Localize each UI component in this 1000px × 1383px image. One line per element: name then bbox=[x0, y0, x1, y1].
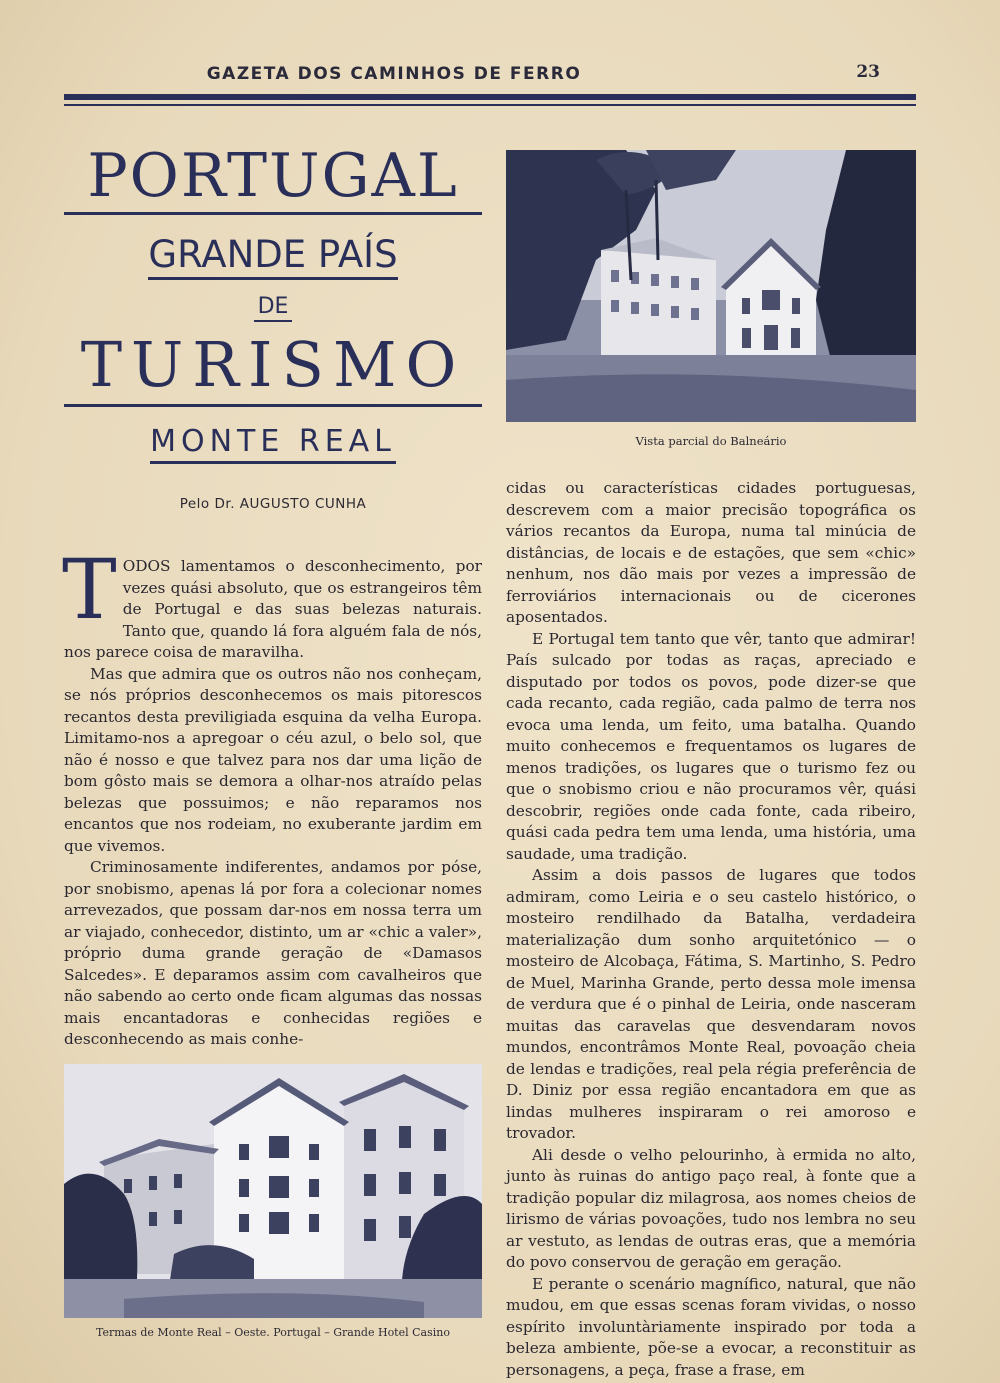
publication-title: GAZETA DOS CAMINHOS DE FERRO bbox=[206, 64, 582, 84]
paragraph: E Portugal tem tanto que vêr, tanto que admirar! País sulcado por todas as raças, apreciado e disputado por todos os povos, pode dizer-se que cada recanto, cada região, cada palmo de terra nos evoca uma lenda, um feito, uma batalha. Quando muito conhecemos e frequentamos os lugares de menos tradições, os lugares que o turismo fez ou que o snobismo criou e não procuramos vêr, quási descobrir, regiões onde cada fonte, cada ribeiro, quási cada pedra tem uma lenda, uma história, uma saudade, uma tradição. bbox=[506, 629, 916, 863]
photo-caption-bottom: Termas de Monte Real – Oeste. Portugal – Grande Hotel Casino bbox=[96, 1326, 450, 1339]
paragraph: cidas ou características cidades portuguesas, descrevem com a maior precisão topográfica os vários recantos da Europa, numa tal minúcia de distâncias, de locais e de estações, que sem «chic» nenhum, nos dão mais por vezes a impressão de ferroviários internacionais ou de cicerones aposentados. bbox=[506, 479, 916, 626]
paragraph: Ali desde o velho pelourinho, à ermida no alto, junto às ruinas do antigo paço real, à fonte que a tradição popular diz milagrosa, aos nomes cheios de lirismo de várias povoações, tudo nos lembra no seu ar vestuto, as lendas de outras eras, que a memória do povo conservou de geração em geração. bbox=[506, 1145, 916, 1271]
drop-cap: T bbox=[62, 543, 117, 638]
headline-grande-pais: GRANDE PAÍS bbox=[148, 233, 397, 280]
article-column-left bbox=[62, 543, 482, 1051]
byline: Pelo Dr. AUGUSTO CUNHA bbox=[179, 496, 367, 512]
paragraph: E perante o scenário magnífico, natural, que não mudou, em que essas scenas foram vividas, o nosso espírito involuntàriamente inspirado por toda a beleza ambiente, põe-se a evocar, a reconstituir as personagens, a peça, frase a frase, em bbox=[506, 1274, 916, 1379]
article-headline bbox=[64, 140, 482, 464]
photo-balneario bbox=[506, 150, 916, 422]
paragraph bbox=[62, 543, 482, 664]
headline-subtitle: MONTE REAL bbox=[150, 423, 396, 464]
article-column-right bbox=[506, 478, 916, 1381]
photo-grande-hotel bbox=[64, 1064, 482, 1318]
header-rule-thick bbox=[64, 94, 916, 100]
headline-turismo: TURISMO bbox=[64, 326, 482, 407]
header-rule-thin bbox=[64, 104, 916, 106]
balneario-illustration bbox=[506, 150, 916, 422]
headline-portugal: PORTUGAL bbox=[64, 140, 482, 215]
paragraph-text: ODOS lamentamos o desconhecimento, por vezes quási absoluto, que os estrangeiros têm de Portugal e das suas belezas naturais. Tanto que, quando lá fora alguém fala de nós, nos parece coisa de maravilha. bbox=[64, 557, 482, 661]
paragraph: Assim a dois passos de lugares que todos admiram, como Leiria e o seu castelo histórico, o mosteiro rendilhado da Batalha, verdadeira materialização dum sonho arquitetónico — o mosteiro de Alcobaça, Fátima, S. Martinho, S. Pedro de Muel, Marinha Grande, perto dessa mole imensa de verdura que é o pinhal de Leiria, onde nasceram muitas das caravelas que desvendaram novos mundos, encontrâmos Monte Real, povoação cheia de lendas e tradições, real pela régia preferência de D. Diniz por essa região encantadora em que as lindas mulheres inspiraram o rei amoroso e trovador. bbox=[506, 866, 916, 1142]
paragraph: Mas que admira que os outros não nos conheçam, se nós próprios desconhecemos os mais pitorescos recantos desta previligiada esquina da velha Europa. Limitamo-nos a apregoar o céu azul, o belo sol, que não é nosso e que talvez para nos dar uma lição de bom gôsto mais se demora a olhar-nos atraído pelas belezas que possuimos; e não reparamos nos encantos que nos rodeiam, no exuberante jardim em que vivemos. bbox=[64, 664, 482, 855]
photo-caption-top: Vista parcial do Balneário bbox=[635, 434, 787, 448]
running-header bbox=[64, 58, 916, 108]
paragraph: Criminosamente indiferentes, andamos por póse, por snobismo, apenas lá por fora a colecionar nomes arrevezados, que possam dar-nos em nossa terra um ar viajado, conhecedor, distinto, um ar «chic a valer», próprio duma grande geração de «Damasos Salcedes». E deparamos assim com cavalheiros que não sabendo ao certo onde ficam algumas das nossas mais encantadoras e conhecidas regiões e desconhecendo as mais conhe- bbox=[64, 858, 482, 1048]
hotel-illustration bbox=[64, 1064, 482, 1318]
page-number: 23 bbox=[856, 62, 880, 82]
headline-de: DE bbox=[254, 294, 293, 322]
